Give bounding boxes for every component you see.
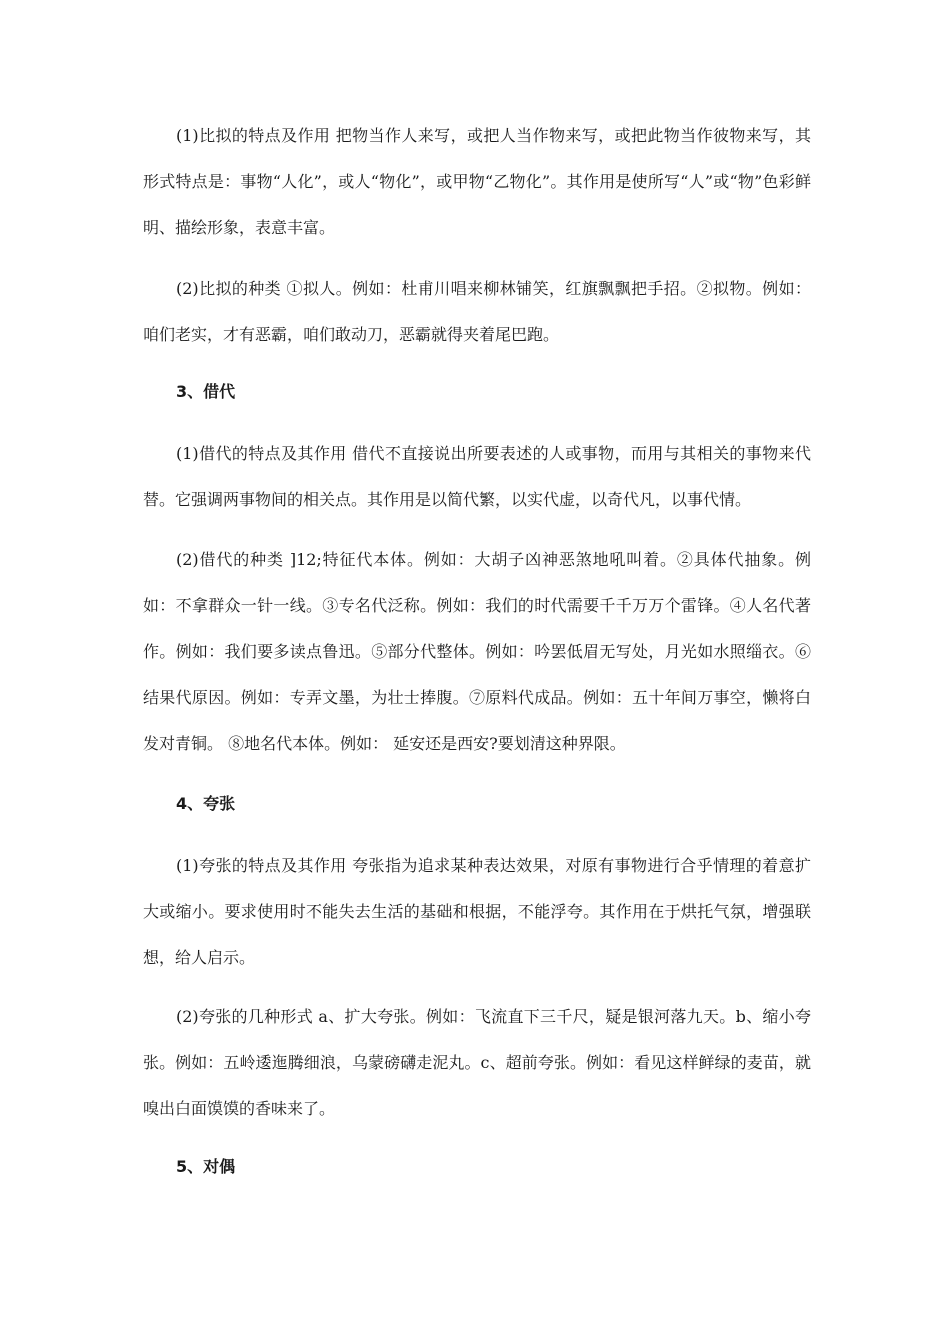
paragraph-hyperbole-features: (1)夸张的特点及其作用 夸张指为追求某种表达效果，对原有事物进行合乎情理的着意扩大或缩小。要求使用时不能失去生活的基础和根据，不能浮夸。其作用在于烘托气氛，增强联想，给人启示。 — [143, 856, 811, 967]
paragraph-metonymy-types: (2)借代的种类 ]12;特征代本体。例如：大胡子凶神恶煞地吼叫着。②具体代抽象。例如：不拿群众一针一线。③专名代泛称。例如：我们的时代需要千千万万个雷锋。④人名代著作。例如：我们要多读点鲁迅。⑤部分代整体。例如：吟罢低眉无写处，月光如水照缁衣。⑥结果代原因。例如：专弄文墨，为壮士捧腹。⑦原料代成品。例如：五十年间万事空，懒将白发对青铜。 ⑧地名代本体。例如： 延安还是西安?要划清这种界限。 — [143, 550, 811, 753]
paragraph-metonymy-features: (1)借代的特点及其作用 借代不直接说出所要表述的人或事物，而用与其相关的事物来代替。它强调两事物间的相关点。其作用是以简代繁，以实代虚，以奇代凡，以事代情。 — [143, 444, 811, 509]
heading-metonymy: 3、借代 — [176, 382, 236, 401]
heading-antithesis: 5、对偶 — [176, 1157, 236, 1176]
heading-hyperbole: 4、夸张 — [176, 794, 236, 813]
paragraph-personification-types: (2)比拟的种类 ①拟人。例如：杜甫川唱来柳林铺笑，红旗飘飘把手招。②拟物。例如：咱们老实，才有恶霸，咱们敢动刀，恶霸就得夹着尾巴跑。 — [143, 279, 811, 344]
paragraph-personification-features: (1)比拟的特点及作用 把物当作人来写，或把人当作物来写，或把此物当作彼物来写，其形式特点是：事物“人化”，或人“物化”，或甲物“乙物化”。其作用是使所写“人”或“物”色彩鲜明、描绘形象，表意丰富。 — [143, 126, 811, 237]
paragraph-hyperbole-forms: (2)夸张的几种形式 a、扩大夸张。例如：飞流直下三千尺，疑是银河落九天。b、缩小夸张。例如：五岭逶迤腾细浪，乌蒙磅礴走泥丸。c、超前夸张。例如：看见这样鲜绿的麦苗，就嗅出白面馍馍的香味来了。 — [143, 1007, 811, 1118]
